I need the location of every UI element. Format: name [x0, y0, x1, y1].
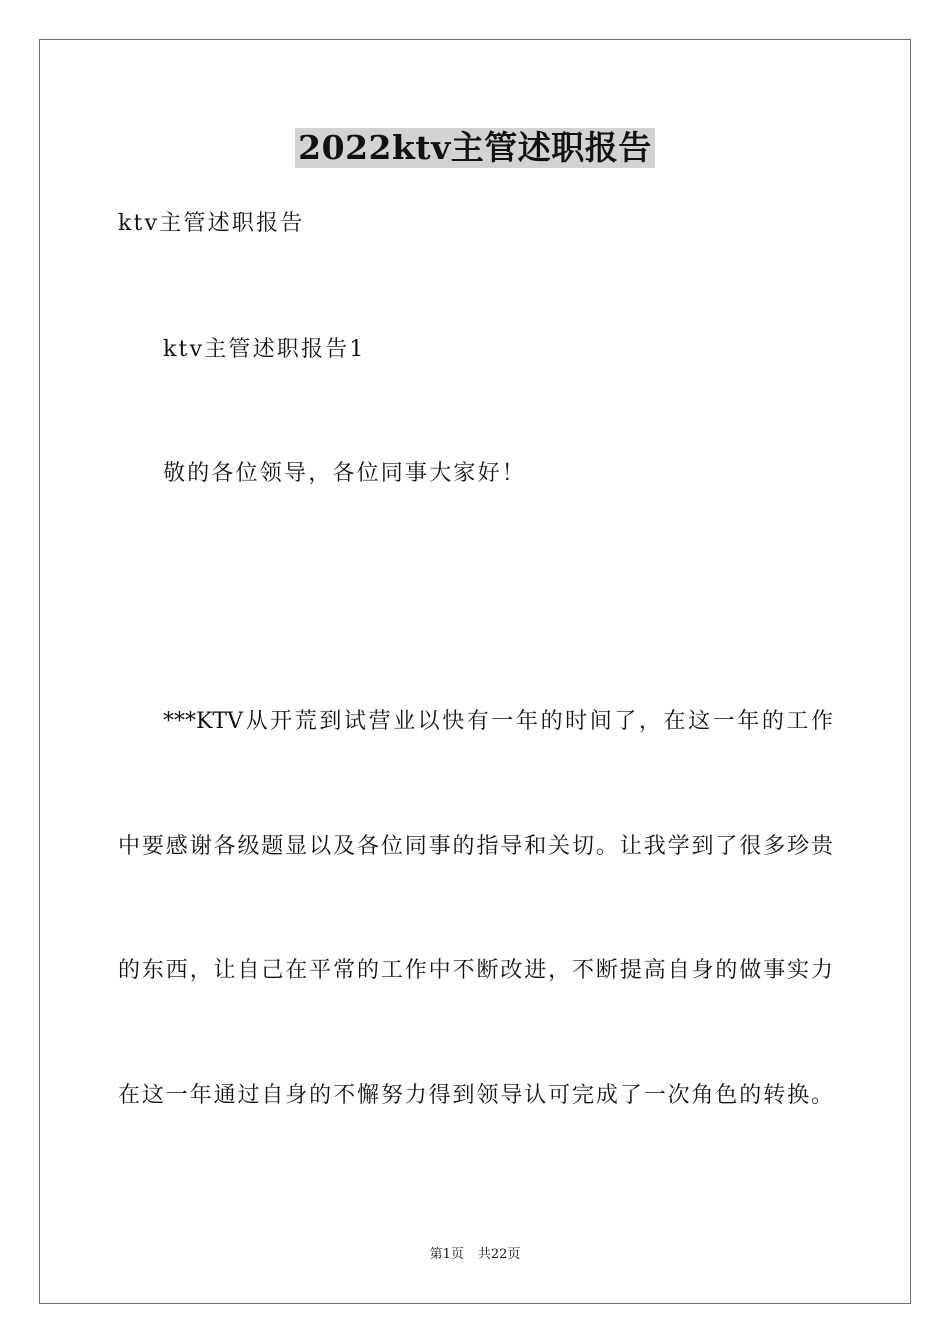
paragraph-line: 中要感谢各级题显以及各位同事的指导和关切。让我学到了很多珍贵 — [118, 834, 833, 859]
page-footer — [0, 1246, 950, 1264]
paragraph-line: 的东西，让自己在平常的工作中不断改进，不断提高自身的做事实力 — [118, 958, 833, 983]
greeting-line: 敬的各位领导，各位同事大家好！ — [163, 461, 527, 486]
paragraph-line: 在这一年通过自身的不懈努力得到领导认可完成了一次角色的转换。 — [118, 1083, 833, 1108]
page-number-current: 第1页 — [429, 1247, 464, 1262]
document-subtitle: ktv主管述职报告 — [118, 211, 305, 236]
title-container — [0, 128, 950, 168]
document-title: 2022ktv主管述职报告 — [295, 128, 655, 168]
section-heading: ktv主管述职报告1 — [163, 337, 366, 362]
page-number-total: 共22页 — [477, 1247, 521, 1262]
paragraph-line: ***KTV从开荒到试营业以快有一年的时间了，在这一年的工作 — [163, 709, 833, 734]
